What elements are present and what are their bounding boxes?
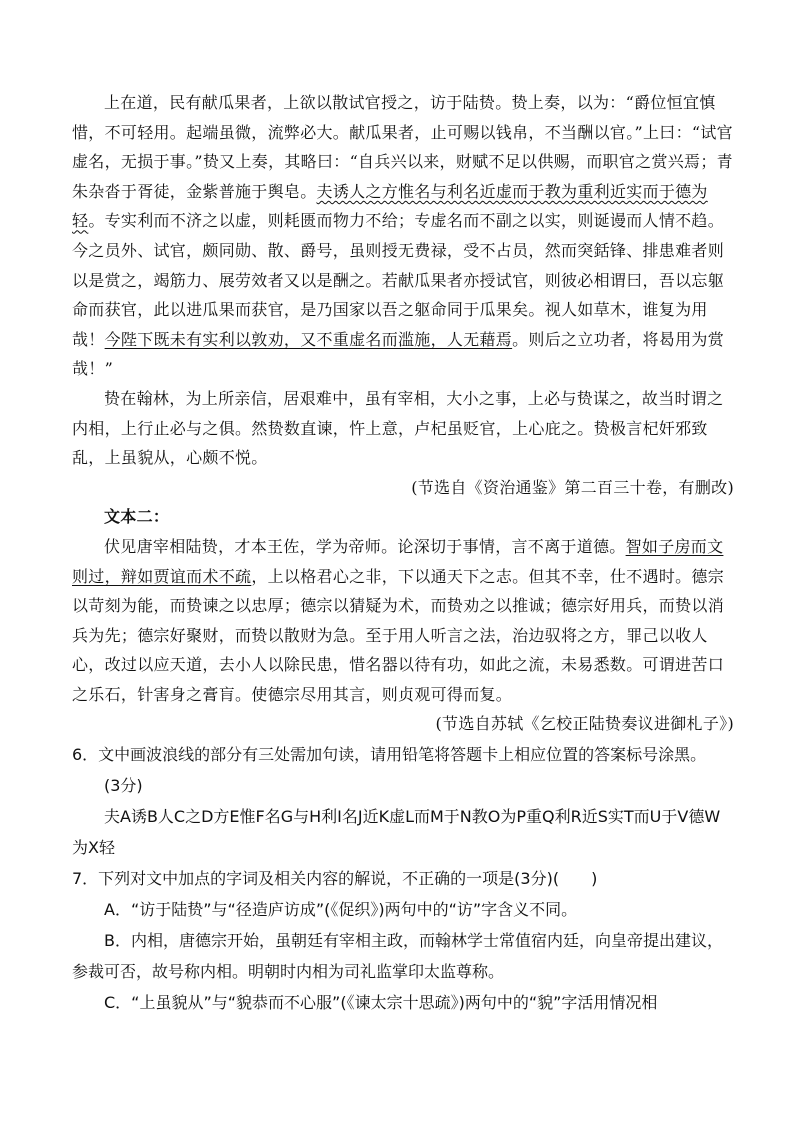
text-one-p1-part-a: 上在道，民有献瓜果者，上欲以散试官授之，访于陆贽。贽上奏，以为：“爵位恒宜慎惜，不可轻用。起端虽微，流弊必大。献瓜果者，止可赐以钱帛，不当酬以官。”上曰：“试官虚名，无损于事。”贽又上奏，其略曰：“自兵兴以来，财赋不足以供赐，而职官之赏兴焉；青朱杂沓于胥徒，金紫普施于舆皂。 <box>72 93 733 201</box>
wavy-underlined-passage: 夫诱人之方惟名与利名近虚而于教为重利近实而于德为轻 <box>72 181 708 231</box>
text-two-part-b: ，上以格君心之非，下以通天下之志。但其不幸，仕不遇时。德宗以苛刻为能，而贽谏之以忠厚；德宗以猜疑为术，而贽劝之以推诚；德宗好用兵，而贽以消兵为先；德宗好聚财，而贽以散财为急。至于用人听言之法，治边驭将之方，罪己以收人心，改过以应天道，去小人以除民患，惜名器以待有功，如此之流，未易悉数。可谓进苦口之乐石，针害身之膏肓。使德宗尽用其言，则贞观可得而复。 <box>72 566 725 704</box>
page-content <box>72 88 734 1018</box>
text-two <box>72 502 734 739</box>
text-two-heading: 文本二： <box>104 507 170 527</box>
question-7-stem: 7．下列对文中加点的字词及相关内容的解说，不正确的一项是(3分)( ) <box>72 869 598 889</box>
underlined-sentence-1: 今陛下既未有实利以敦劝，又不重虚名而滥施，人无藉焉 <box>104 329 513 349</box>
text-two-part-a: 伏见唐宰相陆贽，才本王佐，学为帝师。论深切于事情，言不离于道德。 <box>104 536 626 556</box>
question-6-stem: 6．文中画波浪线的部分有三处需加句读，请用铅笔将答题卡上相应位置的答案标号涂黑。 <box>72 745 707 765</box>
underlined-sentence-2: 智如子房而文则过，辩如贾谊而术不疏 <box>72 536 724 586</box>
text-one-p1-part-c: 。则后之立功者，将曷用为赏哉！” <box>72 329 725 379</box>
text-one-p1-part-b: 。专实利而不济之以虚，则耗匮而物力不给；专虚名而不副之以实，则诞谩而人情不趋。今之员外、试官，颇同勋、散、爵号，虽则授无费禄，受不占员，然而突銛锋、排患难者则以是赏之，竭筋力、展劳效者又以是酬之。若献瓜果者亦授试官，则彼必相谓曰，吾以忘躯命而获官，此以进瓜果而获官，是乃国家以吾之躯命同于瓜果矣。视人如草木，谁复为用哉！ <box>72 211 725 349</box>
text-two-source: (节选自苏轼《乞校正陆贽奏议进御札子》) <box>435 714 734 734</box>
question-7-option-c: C．“上虽貌从”与“貌恭而不心服”(《谏太宗十思疏》)两句中的“貌”字活用情况相 <box>104 993 658 1013</box>
question-6 <box>72 739 734 863</box>
question-7-option-a: A．“访于陆贽”与“径造庐访成”(《促织》)两句中的“访”字含义不同。 <box>104 900 578 920</box>
question-7-option-b: B．内相，唐德宗开始，虽朝廷有宰相主政，而翰林学士常值宿内廷，向皇帝提出建议，参裁可否，故号称内相。明朝时内相为司礼监掌印太监尊称。 <box>72 931 723 982</box>
text-one-source: (节选自《资治通鉴》第二百三十卷，有删改) <box>411 477 734 497</box>
text-one-paragraph-2: 贽在翰林，为上所亲信，居艰难中，虽有宰相，大小之事，上必与贽谋之，故当时谓之内相，上行止必与之俱。然贽数直谏，忤上意，卢杞虽贬官，上心庇之。贽极言杞奸邪致乱，上虽貌从，心颇不悦。 <box>72 388 724 468</box>
text-one <box>72 88 734 502</box>
question-7 <box>72 863 734 1018</box>
text-one-paragraph-1 <box>72 88 734 384</box>
question-6-score: (3分) <box>104 776 143 796</box>
text-two-paragraph <box>72 532 734 710</box>
question-6-options: 夫A诱B人C之D方E惟F名G与H利I名J近K虚L而M于N教O为P重Q利R近S实T而U于V德W为X轻 <box>72 807 721 858</box>
